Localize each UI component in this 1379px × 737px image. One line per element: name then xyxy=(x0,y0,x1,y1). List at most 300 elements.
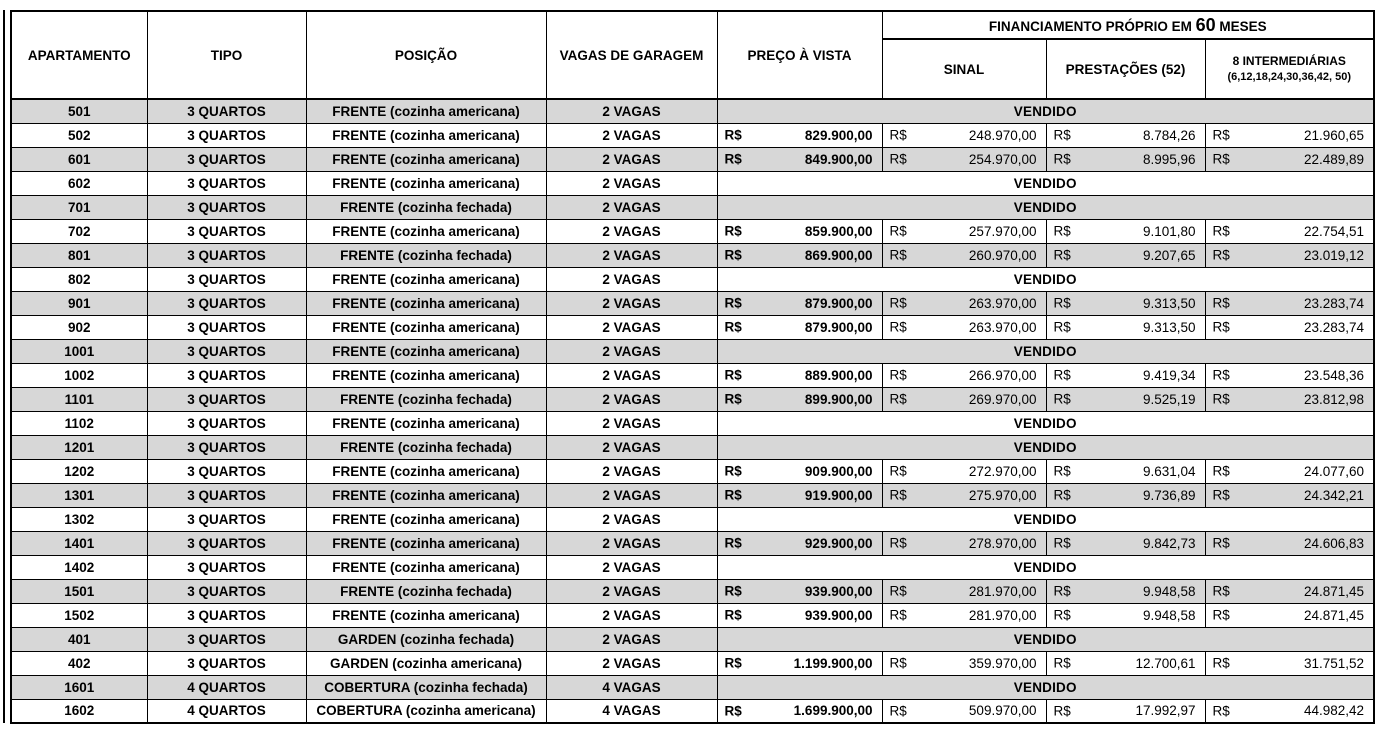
currency-symbol: R$ xyxy=(889,367,907,383)
preco-cell xyxy=(717,699,882,723)
tipo-cell: 3 QUARTOS xyxy=(147,315,306,339)
intermediaria-value: 22.489,89 xyxy=(1303,151,1364,167)
sinal-cell xyxy=(882,699,1046,723)
posicao-cell: FRENTE (cozinha americana) xyxy=(306,171,546,195)
currency-symbol: R$ xyxy=(724,607,742,623)
currency-symbol: R$ xyxy=(724,535,742,551)
currency-symbol: R$ xyxy=(1053,247,1071,263)
table-row xyxy=(11,123,1374,147)
sinal-cell xyxy=(882,315,1046,339)
intermediaria-value: 24.871,45 xyxy=(1303,607,1364,623)
col-header-vagas: VAGAS DE GARAGEM xyxy=(546,11,717,99)
currency-symbol: R$ xyxy=(1212,127,1230,143)
sinal-value: 248.970,00 xyxy=(968,127,1037,143)
currency-symbol: R$ xyxy=(1053,487,1071,503)
table-row xyxy=(11,675,1374,699)
preco-value: 869.900,00 xyxy=(804,247,873,263)
currency-symbol: R$ xyxy=(724,247,742,263)
vagas-cell: 2 VAGAS xyxy=(546,555,717,579)
table-row xyxy=(11,435,1374,459)
vagas-cell: 4 VAGAS xyxy=(546,675,717,699)
col-header-prestacoes: PRESTAÇÕES (52) xyxy=(1046,39,1205,99)
vagas-cell: 2 VAGAS xyxy=(546,315,717,339)
posicao-cell: FRENTE (cozinha americana) xyxy=(306,459,546,483)
tipo-cell: 3 QUARTOS xyxy=(147,339,306,363)
col-header-intermediarias xyxy=(1205,39,1374,99)
apartamento-cell: 1402 xyxy=(11,555,147,579)
posicao-cell: FRENTE (cozinha americana) xyxy=(306,531,546,555)
intermediaria-cell xyxy=(1205,387,1374,411)
tipo-cell: 3 QUARTOS xyxy=(147,171,306,195)
intermediaria-cell xyxy=(1205,243,1374,267)
preco-value: 879.900,00 xyxy=(804,295,873,311)
col-header-tipo: TIPO xyxy=(147,11,306,99)
preco-cell xyxy=(717,315,882,339)
currency-symbol: R$ xyxy=(889,223,907,239)
currency-symbol: R$ xyxy=(1212,583,1230,599)
vagas-cell: 2 VAGAS xyxy=(546,147,717,171)
posicao-cell: FRENTE (cozinha americana) xyxy=(306,99,546,123)
preco-value: 919.900,00 xyxy=(804,487,873,503)
table-row xyxy=(11,531,1374,555)
apartamento-cell: 702 xyxy=(11,219,147,243)
prestacao-cell xyxy=(1046,315,1205,339)
table-row xyxy=(11,195,1374,219)
currency-symbol: R$ xyxy=(889,391,907,407)
apartamento-cell: 1201 xyxy=(11,435,147,459)
preco-value: 939.900,00 xyxy=(804,607,873,623)
intermediaria-cell xyxy=(1205,459,1374,483)
intermediaria-cell xyxy=(1205,531,1374,555)
currency-symbol: R$ xyxy=(889,655,907,671)
tipo-cell: 3 QUARTOS xyxy=(147,363,306,387)
currency-symbol: R$ xyxy=(1053,535,1071,551)
currency-symbol: R$ xyxy=(1212,487,1230,503)
pricing-table xyxy=(10,10,1375,724)
intermediaria-cell xyxy=(1205,147,1374,171)
sold-cell: VENDIDO xyxy=(717,171,1374,195)
sold-cell: VENDIDO xyxy=(717,99,1374,123)
preco-cell xyxy=(717,123,882,147)
intermediaria-cell xyxy=(1205,603,1374,627)
apartamento-cell: 1101 xyxy=(11,387,147,411)
vagas-cell: 2 VAGAS xyxy=(546,339,717,363)
intermediaria-value: 23.283,74 xyxy=(1303,295,1364,311)
col-header-sinal: SINAL xyxy=(882,39,1046,99)
currency-symbol: R$ xyxy=(1212,703,1230,719)
tipo-cell: 3 QUARTOS xyxy=(147,555,306,579)
prestacao-value: 17.992,97 xyxy=(1135,703,1196,719)
currency-symbol: R$ xyxy=(889,583,907,599)
apartamento-cell: 402 xyxy=(11,651,147,675)
col-group-financiamento xyxy=(882,11,1374,39)
prestacao-cell xyxy=(1046,699,1205,723)
intermediaria-value: 24.606,83 xyxy=(1303,535,1364,551)
sinal-value: 260.970,00 xyxy=(968,247,1037,263)
vagas-cell: 2 VAGAS xyxy=(546,195,717,219)
sinal-cell xyxy=(882,483,1046,507)
intermediaria-cell xyxy=(1205,123,1374,147)
col-header-apartamento: APARTAMENTO xyxy=(11,11,147,99)
preco-value: 889.900,00 xyxy=(804,367,873,383)
prestacao-cell xyxy=(1046,531,1205,555)
prestacao-cell xyxy=(1046,651,1205,675)
currency-symbol: R$ xyxy=(1053,655,1071,671)
currency-symbol: R$ xyxy=(889,151,907,167)
table-row xyxy=(11,627,1374,651)
tipo-cell: 3 QUARTOS xyxy=(147,627,306,651)
currency-symbol: R$ xyxy=(889,463,907,479)
sinal-value: 263.970,00 xyxy=(968,295,1037,311)
vagas-cell: 2 VAGAS xyxy=(546,627,717,651)
table-row xyxy=(11,171,1374,195)
table-row xyxy=(11,651,1374,675)
prestacao-value: 9.631,04 xyxy=(1142,463,1196,479)
sinal-cell xyxy=(882,387,1046,411)
currency-symbol: R$ xyxy=(889,607,907,623)
sinal-value: 281.970,00 xyxy=(968,607,1037,623)
preco-cell xyxy=(717,243,882,267)
tipo-cell: 3 QUARTOS xyxy=(147,267,306,291)
posicao-cell: GARDEN (cozinha fechada) xyxy=(306,627,546,651)
currency-symbol: R$ xyxy=(1053,319,1071,335)
currency-symbol: R$ xyxy=(1212,607,1230,623)
apartamento-cell: 1102 xyxy=(11,411,147,435)
tipo-cell: 3 QUARTOS xyxy=(147,195,306,219)
vagas-cell: 2 VAGAS xyxy=(546,579,717,603)
intermediarias-line2: (6,12,18,24,30,36,42, 50) xyxy=(1227,70,1352,83)
currency-symbol: R$ xyxy=(724,223,742,239)
preco-value: 939.900,00 xyxy=(804,583,873,599)
apartamento-cell: 502 xyxy=(11,123,147,147)
vagas-cell: 2 VAGAS xyxy=(546,483,717,507)
vagas-cell: 2 VAGAS xyxy=(546,363,717,387)
currency-symbol: R$ xyxy=(724,391,742,407)
prestacao-cell xyxy=(1046,579,1205,603)
apartamento-cell: 1601 xyxy=(11,675,147,699)
tipo-cell: 3 QUARTOS xyxy=(147,123,306,147)
apartamento-cell: 701 xyxy=(11,195,147,219)
posicao-cell: FRENTE (cozinha americana) xyxy=(306,315,546,339)
financiamento-prefix: FINANCIAMENTO PRÓPRIO EM xyxy=(988,19,1192,34)
intermediaria-value: 24.342,21 xyxy=(1303,487,1364,503)
posicao-cell: COBERTURA (cozinha fechada) xyxy=(306,675,546,699)
vagas-cell: 2 VAGAS xyxy=(546,387,717,411)
prestacao-cell xyxy=(1046,219,1205,243)
tipo-cell: 3 QUARTOS xyxy=(147,435,306,459)
preco-cell xyxy=(717,603,882,627)
table-row xyxy=(11,147,1374,171)
currency-symbol: R$ xyxy=(724,703,742,719)
vagas-cell: 2 VAGAS xyxy=(546,531,717,555)
posicao-cell: FRENTE (cozinha americana) xyxy=(306,147,546,171)
prestacao-cell xyxy=(1046,387,1205,411)
preco-cell xyxy=(717,219,882,243)
apartamento-cell: 902 xyxy=(11,315,147,339)
posicao-cell: FRENTE (cozinha americana) xyxy=(306,555,546,579)
apartamento-cell: 601 xyxy=(11,147,147,171)
sinal-value: 272.970,00 xyxy=(968,463,1037,479)
currency-symbol: R$ xyxy=(1212,535,1230,551)
sold-cell: VENDIDO xyxy=(717,675,1374,699)
preco-value: 829.900,00 xyxy=(804,127,873,143)
preco-value: 1.199.900,00 xyxy=(793,655,873,671)
currency-symbol: R$ xyxy=(1212,247,1230,263)
vagas-cell: 2 VAGAS xyxy=(546,123,717,147)
prestacao-cell xyxy=(1046,147,1205,171)
currency-symbol: R$ xyxy=(1212,223,1230,239)
currency-symbol: R$ xyxy=(1053,367,1071,383)
posicao-cell: GARDEN (cozinha americana) xyxy=(306,651,546,675)
prestacao-value: 12.700,61 xyxy=(1135,655,1196,671)
apartamento-cell: 901 xyxy=(11,291,147,315)
intermediaria-value: 21.960,65 xyxy=(1303,127,1364,143)
apartamento-cell: 602 xyxy=(11,171,147,195)
currency-symbol: R$ xyxy=(724,487,742,503)
sold-cell: VENDIDO xyxy=(717,267,1374,291)
tipo-cell: 3 QUARTOS xyxy=(147,291,306,315)
vagas-cell: 2 VAGAS xyxy=(546,411,717,435)
table-row xyxy=(11,219,1374,243)
preco-value: 929.900,00 xyxy=(804,535,873,551)
currency-symbol: R$ xyxy=(1212,319,1230,335)
currency-symbol: R$ xyxy=(1053,703,1071,719)
financiamento-meses-num: 60 xyxy=(1195,15,1216,35)
tipo-cell: 3 QUARTOS xyxy=(147,459,306,483)
preco-value: 899.900,00 xyxy=(804,391,873,407)
sinal-value: 254.970,00 xyxy=(968,151,1037,167)
vagas-cell: 2 VAGAS xyxy=(546,171,717,195)
sinal-cell xyxy=(882,531,1046,555)
sinal-value: 281.970,00 xyxy=(968,583,1037,599)
table-row xyxy=(11,603,1374,627)
apartamento-cell: 1502 xyxy=(11,603,147,627)
posicao-cell: FRENTE (cozinha americana) xyxy=(306,291,546,315)
intermediaria-value: 31.751,52 xyxy=(1303,655,1364,671)
currency-symbol: R$ xyxy=(1053,607,1071,623)
vagas-cell: 2 VAGAS xyxy=(546,99,717,123)
sinal-cell xyxy=(882,363,1046,387)
currency-symbol: R$ xyxy=(889,127,907,143)
tipo-cell: 3 QUARTOS xyxy=(147,147,306,171)
currency-symbol: R$ xyxy=(889,703,907,719)
sinal-value: 269.970,00 xyxy=(968,391,1037,407)
currency-symbol: R$ xyxy=(1212,367,1230,383)
apartamento-cell: 501 xyxy=(11,99,147,123)
table-row xyxy=(11,507,1374,531)
intermediaria-value: 24.077,60 xyxy=(1303,463,1364,479)
table-row xyxy=(11,699,1374,723)
preco-value: 879.900,00 xyxy=(804,319,873,335)
currency-symbol: R$ xyxy=(1053,151,1071,167)
vagas-cell: 2 VAGAS xyxy=(546,243,717,267)
posicao-cell: COBERTURA (cozinha americana) xyxy=(306,699,546,723)
table-body xyxy=(11,99,1374,723)
currency-symbol: R$ xyxy=(724,319,742,335)
currency-symbol: R$ xyxy=(889,247,907,263)
vagas-cell: 2 VAGAS xyxy=(546,603,717,627)
table-row xyxy=(11,387,1374,411)
table-row xyxy=(11,459,1374,483)
currency-symbol: R$ xyxy=(1212,151,1230,167)
tipo-cell: 3 QUARTOS xyxy=(147,243,306,267)
apartamento-cell: 1401 xyxy=(11,531,147,555)
prestacao-cell xyxy=(1046,123,1205,147)
currency-symbol: R$ xyxy=(1053,391,1071,407)
vagas-cell: 2 VAGAS xyxy=(546,507,717,531)
vagas-cell: 2 VAGAS xyxy=(546,435,717,459)
sold-cell: VENDIDO xyxy=(717,627,1374,651)
table-row xyxy=(11,411,1374,435)
table-row xyxy=(11,363,1374,387)
intermediaria-value: 24.871,45 xyxy=(1303,583,1364,599)
preco-cell xyxy=(717,531,882,555)
table-row xyxy=(11,483,1374,507)
prestacao-value: 9.101,80 xyxy=(1142,223,1196,239)
intermediaria-cell xyxy=(1205,579,1374,603)
intermediaria-cell xyxy=(1205,363,1374,387)
tipo-cell: 3 QUARTOS xyxy=(147,531,306,555)
posicao-cell: FRENTE (cozinha americana) xyxy=(306,339,546,363)
apartamento-cell: 1602 xyxy=(11,699,147,723)
currency-symbol: R$ xyxy=(1053,583,1071,599)
preco-value: 859.900,00 xyxy=(804,223,873,239)
vagas-cell: 4 VAGAS xyxy=(546,699,717,723)
currency-symbol: R$ xyxy=(1212,655,1230,671)
intermediarias-line1: 8 INTERMEDIÁRIAS xyxy=(1232,54,1346,69)
sold-cell: VENDIDO xyxy=(717,435,1374,459)
preco-cell xyxy=(717,291,882,315)
preco-cell xyxy=(717,459,882,483)
posicao-cell: FRENTE (cozinha fechada) xyxy=(306,195,546,219)
posicao-cell: FRENTE (cozinha fechada) xyxy=(306,387,546,411)
sinal-value: 257.970,00 xyxy=(968,223,1037,239)
intermediaria-cell xyxy=(1205,219,1374,243)
posicao-cell: FRENTE (cozinha americana) xyxy=(306,363,546,387)
intermediaria-value: 23.812,98 xyxy=(1303,391,1364,407)
currency-symbol: R$ xyxy=(724,295,742,311)
tipo-cell: 3 QUARTOS xyxy=(147,603,306,627)
intermediaria-value: 22.754,51 xyxy=(1303,223,1364,239)
prestacao-value: 9.419,34 xyxy=(1142,367,1196,383)
preco-cell xyxy=(717,363,882,387)
table-row xyxy=(11,267,1374,291)
table-row xyxy=(11,291,1374,315)
apartamento-cell: 1501 xyxy=(11,579,147,603)
preco-value: 849.900,00 xyxy=(804,151,873,167)
currency-symbol: R$ xyxy=(1053,223,1071,239)
prestacao-cell xyxy=(1046,291,1205,315)
table-row xyxy=(11,555,1374,579)
sinal-value: 263.970,00 xyxy=(968,319,1037,335)
sold-cell: VENDIDO xyxy=(717,411,1374,435)
apartamento-cell: 401 xyxy=(11,627,147,651)
table-row xyxy=(11,315,1374,339)
prestacao-cell xyxy=(1046,459,1205,483)
currency-symbol: R$ xyxy=(889,295,907,311)
prestacao-cell xyxy=(1046,483,1205,507)
col-header-preco: PREÇO À VISTA xyxy=(717,11,882,99)
prestacao-cell xyxy=(1046,603,1205,627)
vagas-cell: 2 VAGAS xyxy=(546,651,717,675)
currency-symbol: R$ xyxy=(889,319,907,335)
currency-symbol: R$ xyxy=(1053,295,1071,311)
currency-symbol: R$ xyxy=(889,487,907,503)
sinal-cell xyxy=(882,579,1046,603)
currency-symbol: R$ xyxy=(724,151,742,167)
posicao-cell: FRENTE (cozinha fechada) xyxy=(306,579,546,603)
posicao-cell: FRENTE (cozinha americana) xyxy=(306,411,546,435)
currency-symbol: R$ xyxy=(1053,463,1071,479)
apartamento-cell: 1301 xyxy=(11,483,147,507)
vagas-cell: 2 VAGAS xyxy=(546,291,717,315)
tipo-cell: 3 QUARTOS xyxy=(147,411,306,435)
vagas-cell: 2 VAGAS xyxy=(546,459,717,483)
vagas-cell: 2 VAGAS xyxy=(546,219,717,243)
prestacao-value: 8.995,96 xyxy=(1142,151,1196,167)
tipo-cell: 4 QUARTOS xyxy=(147,699,306,723)
preco-cell xyxy=(717,579,882,603)
currency-symbol: R$ xyxy=(724,367,742,383)
intermediaria-cell xyxy=(1205,651,1374,675)
prestacao-value: 9.948,58 xyxy=(1142,583,1196,599)
intermediaria-cell xyxy=(1205,315,1374,339)
prestacao-cell xyxy=(1046,363,1205,387)
prestacao-value: 9.736,89 xyxy=(1142,487,1196,503)
prestacao-value: 9.313,50 xyxy=(1142,319,1196,335)
posicao-cell: FRENTE (cozinha fechada) xyxy=(306,243,546,267)
financiamento-suffix: MESES xyxy=(1219,19,1267,34)
preco-cell xyxy=(717,147,882,171)
intermediaria-value: 23.548,36 xyxy=(1303,367,1364,383)
posicao-cell: FRENTE (cozinha americana) xyxy=(306,603,546,627)
intermediaria-value: 23.019,12 xyxy=(1303,247,1364,263)
apartamento-cell: 802 xyxy=(11,267,147,291)
table-row xyxy=(11,339,1374,363)
sinal-value: 275.970,00 xyxy=(968,487,1037,503)
table-row xyxy=(11,579,1374,603)
currency-symbol: R$ xyxy=(724,463,742,479)
vagas-cell: 2 VAGAS xyxy=(546,267,717,291)
preco-cell xyxy=(717,483,882,507)
sinal-cell xyxy=(882,147,1046,171)
currency-symbol: R$ xyxy=(1212,295,1230,311)
sinal-cell xyxy=(882,123,1046,147)
apartamento-cell: 801 xyxy=(11,243,147,267)
posicao-cell: FRENTE (cozinha americana) xyxy=(306,123,546,147)
prestacao-value: 9.207,65 xyxy=(1142,247,1196,263)
preco-cell xyxy=(717,387,882,411)
prestacao-value: 9.525,19 xyxy=(1142,391,1196,407)
sold-cell: VENDIDO xyxy=(717,507,1374,531)
intermediaria-cell xyxy=(1205,291,1374,315)
left-edge-line xyxy=(3,10,5,723)
tipo-cell: 3 QUARTOS xyxy=(147,651,306,675)
apartamento-cell: 1202 xyxy=(11,459,147,483)
apartamento-cell: 1001 xyxy=(11,339,147,363)
currency-symbol: R$ xyxy=(724,127,742,143)
prestacao-value: 9.842,73 xyxy=(1142,535,1196,551)
table-row xyxy=(11,99,1374,123)
sinal-value: 266.970,00 xyxy=(968,367,1037,383)
table-header xyxy=(11,11,1374,99)
sinal-cell xyxy=(882,243,1046,267)
tipo-cell: 3 QUARTOS xyxy=(147,483,306,507)
tipo-cell: 3 QUARTOS xyxy=(147,99,306,123)
tipo-cell: 4 QUARTOS xyxy=(147,675,306,699)
intermediaria-cell xyxy=(1205,699,1374,723)
prestacao-value: 9.948,58 xyxy=(1142,607,1196,623)
